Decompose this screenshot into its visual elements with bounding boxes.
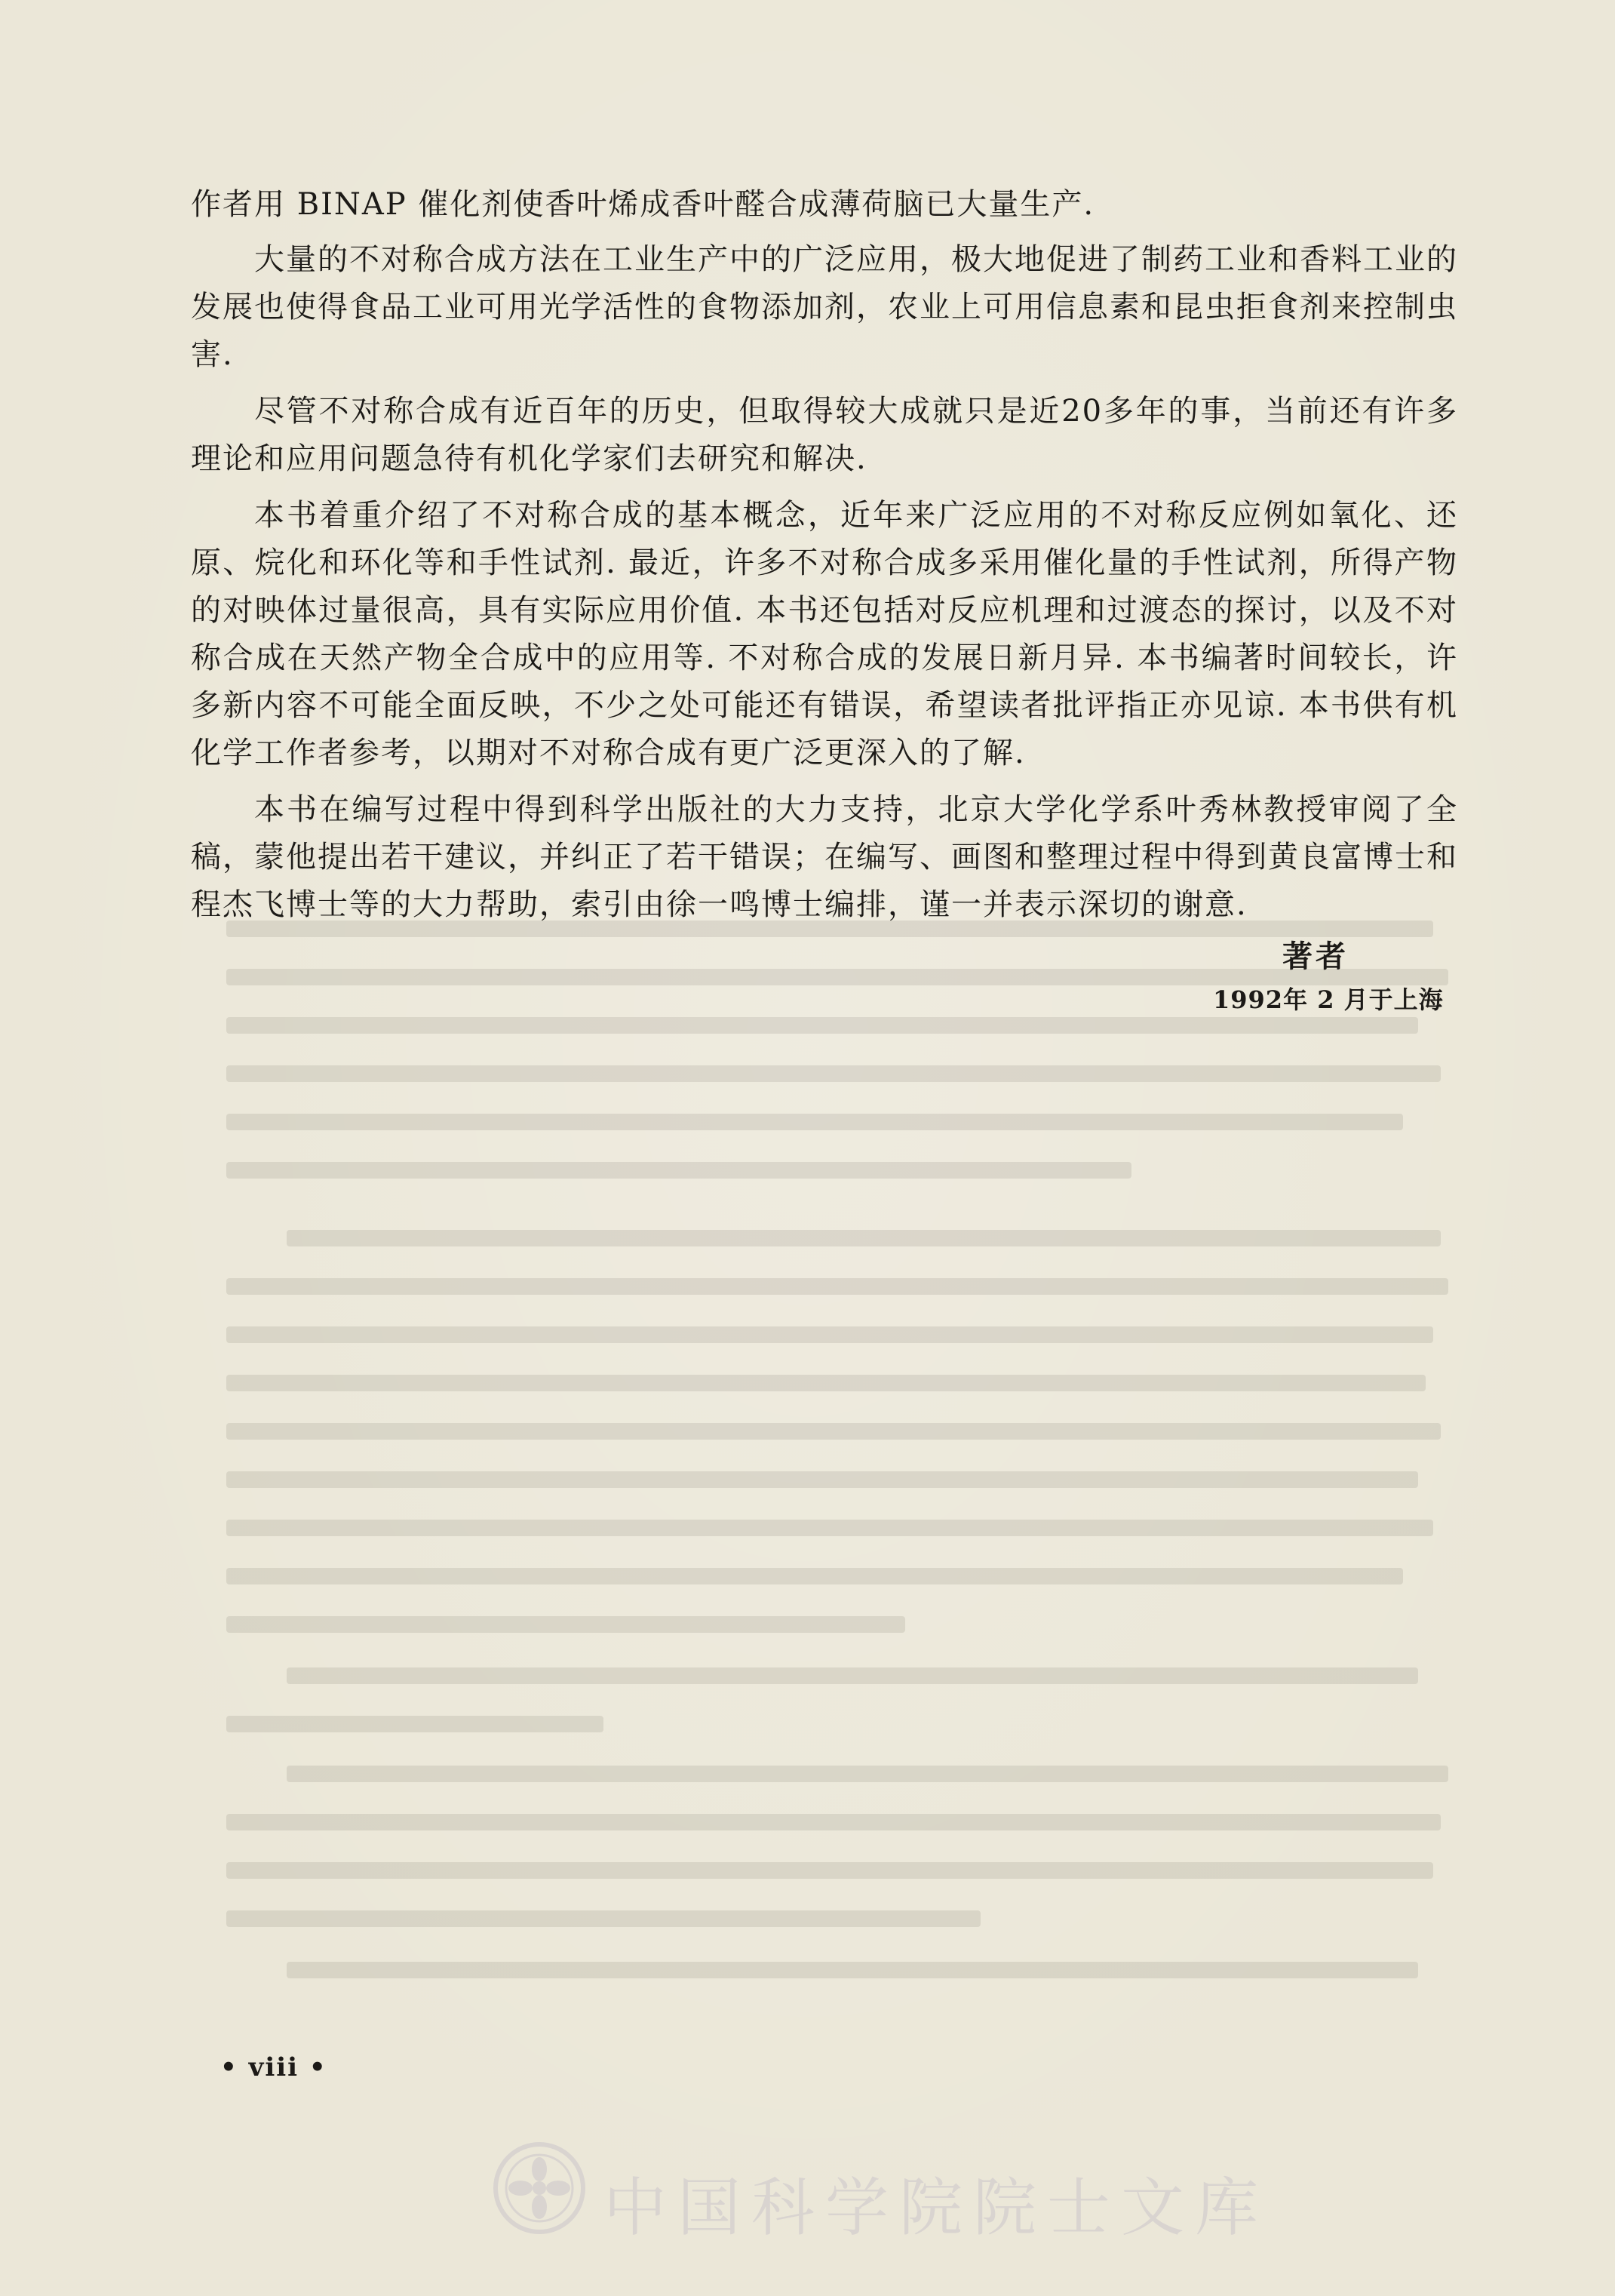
signature-author: 著者 xyxy=(1282,939,1349,974)
academy-seal-icon xyxy=(490,2139,588,2237)
paragraph-1: 作者用 BINAP 催化剂使香叶烯成香叶醛合成薄荷脑已大量生产. xyxy=(191,187,1095,222)
bleed-through-texture xyxy=(226,905,1471,2007)
paragraph-5: 本书在编写过程中得到科学出版社的大力支持，北京大学化学系叶秀林教授审阅了全稿，蒙他提出若干建议，并纠正了若干错误；在编写、画图和整理过程中得到黄良富博士和程杰飞博士等的大力帮助，索引由徐一鸣博士编排，谨一并表示深切的谢意. xyxy=(191,792,1458,922)
paragraph-3: 尽管不对称合成有近百年的历史，但取得较大成就只是近20多年的事，当前还有许多理论和应用问题急待有机化学家们去研究和解决. xyxy=(191,394,1458,476)
watermark-text: 中国科学院院士文库 xyxy=(603,2171,1270,2245)
paragraph-2: 大量的不对称合成方法在工业生产中的广泛应用，极大地促进了制药工业和香料工业的发展也使得食品工业可用光学活性的食物添加剂，农业上可用信息素和昆虫拒食剂来控制虫害. xyxy=(191,242,1458,372)
signature-date: 1992年 2 月于上海 xyxy=(1213,985,1444,1014)
watermark xyxy=(490,2139,1270,2245)
page-number: • viii • xyxy=(220,2052,327,2082)
paragraph-4: 本书着重介绍了不对称合成的基本概念，近年来广泛应用的不对称反应例如氧化、还原、烷化和环化等和手性试剂. 最近，许多不对称合成多采用催化量的手性试剂，所得产物的对映体过量很高，具有实际应用价值. 本书还包括对反应机理和过渡态的探讨，以及不对称合成在天然产物全合成中的应用等. 不对称合成的发展日新月异. 本书编著时间较长，许多新内容不可能全面反映，不少之处可能还有错误，希望读者批评指正亦见谅. 本书供有机化学工作者参考，以期对不对称合成有更广泛更深入的了解. xyxy=(191,498,1458,770)
body-text xyxy=(191,181,1458,929)
bleed-through-lines xyxy=(226,905,1471,2007)
